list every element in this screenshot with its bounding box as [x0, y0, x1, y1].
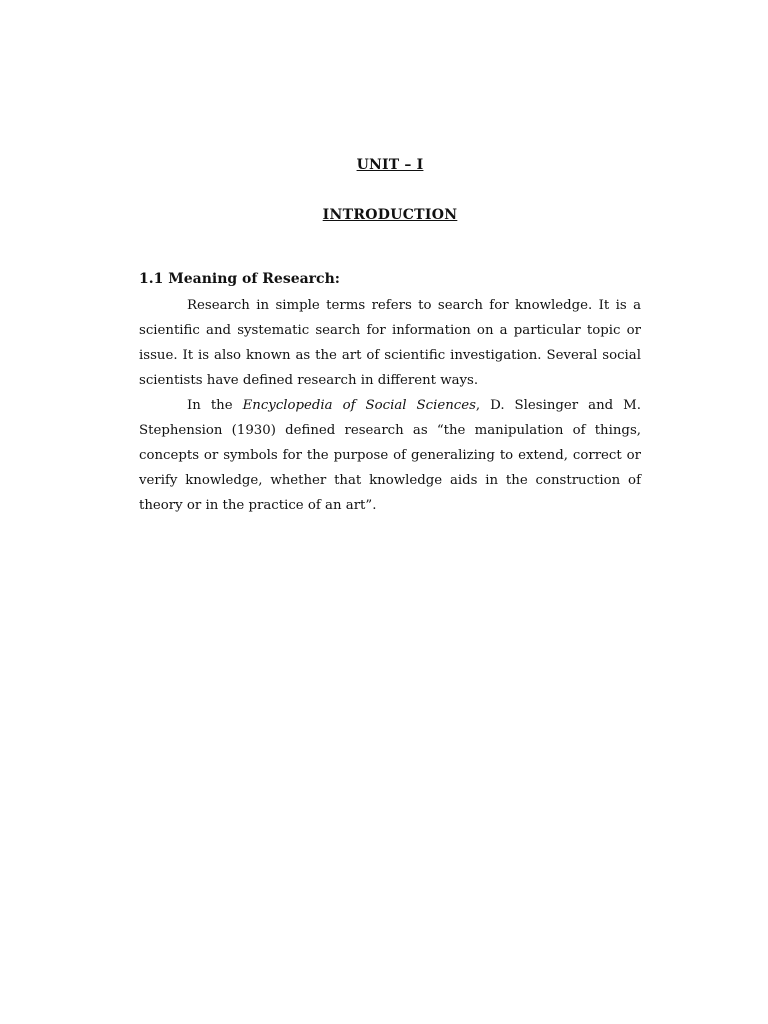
paragraph-2-rest: , D. Slesinger and M. Stephension (1930) defined research as “the manipulation of things, concepts or symbols for the purpose of generalizing to extend, correct or verify knowledge, whether that knowledge aids in the construction of theory or in the practice of an art”.	[139, 398, 641, 513]
section-heading: 1.1 Meaning of Research:	[139, 271, 340, 287]
paragraph-2	[139, 393, 641, 518]
paragraph-2-intro: In the	[187, 398, 243, 413]
chapter-title: INTRODUCTION	[322, 207, 458, 223]
body-text	[139, 293, 641, 518]
paragraph-1: Research in simple terms refers to search for knowledge. It is a scientific and systematic search for information on a particular topic or issue. It is also known as the art of scientific investigation. Several social scientists have defined research in different ways.	[139, 298, 641, 388]
book-title: Encyclopedia of Social Sciences	[242, 398, 476, 413]
unit-title: UNIT – I	[356, 157, 424, 173]
